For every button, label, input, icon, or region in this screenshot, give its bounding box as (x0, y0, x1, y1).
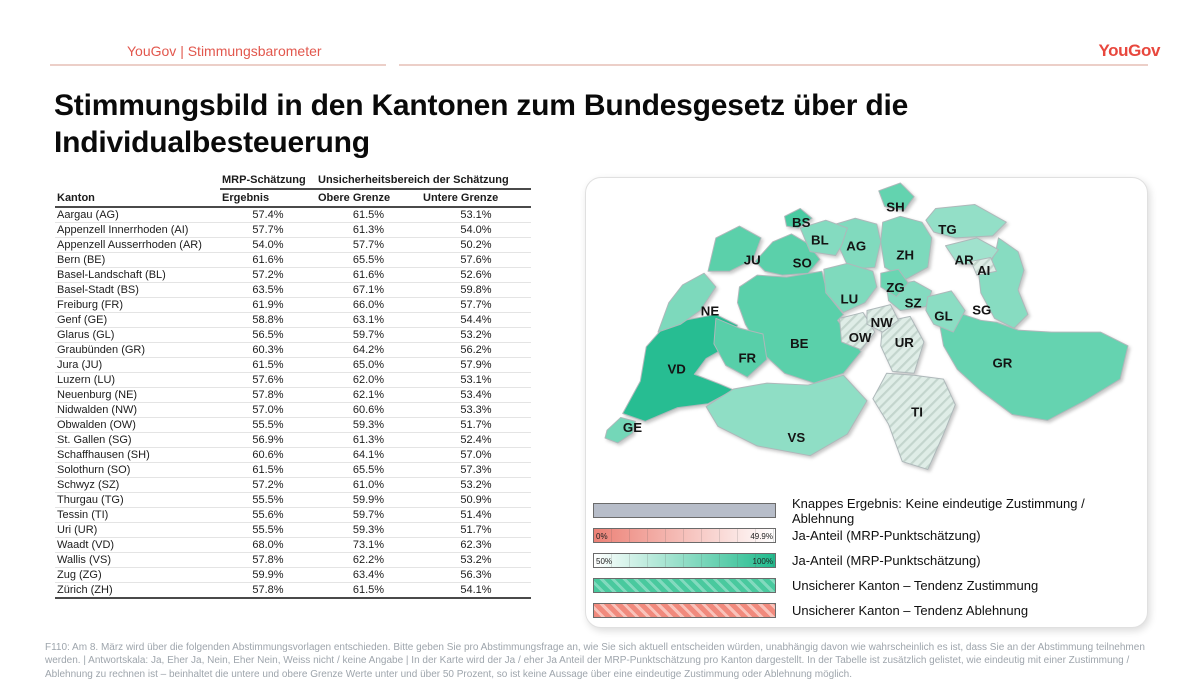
value-cell: 53.2% (421, 553, 531, 568)
table-row (55, 238, 531, 253)
canton-cell: Bern (BE) (55, 253, 220, 268)
header-rule-left (50, 64, 386, 66)
canton-shapes (605, 183, 1128, 469)
table-row (55, 433, 531, 448)
value-cell: 60.3% (220, 343, 316, 358)
legend-swatch-hatch-green (593, 578, 776, 593)
canton-label-OW: OW (848, 329, 872, 345)
value-cell: 56.3% (421, 568, 531, 583)
value-cell: 57.8% (220, 553, 316, 568)
value-cell: 57.6% (421, 253, 531, 268)
canton-cell: Schwyz (SZ) (55, 478, 220, 493)
value-cell: 57.7% (316, 238, 421, 253)
value-cell: 61.5% (220, 358, 316, 373)
canton-label-NW: NW (870, 315, 893, 331)
header-subtitle: YouGov | Stimmungsbarometer (127, 43, 322, 59)
canton-cell: Tessin (TI) (55, 508, 220, 523)
value-cell: 60.6% (316, 403, 421, 418)
canton-label-VS: VS (787, 429, 806, 445)
value-cell: 61.3% (316, 223, 421, 238)
legend-swatch-gradient-green: 50% 100% (593, 553, 776, 568)
value-cell: 63.1% (316, 313, 421, 328)
canton-cell: Genf (GE) (55, 313, 220, 328)
canton-cell: Jura (JU) (55, 358, 220, 373)
value-cell: 59.9% (220, 568, 316, 583)
group-header-spacer (55, 172, 220, 189)
canton-cell: Thurgau (TG) (55, 493, 220, 508)
column-header-kanton: Kanton (55, 189, 220, 207)
value-cell: 62.1% (316, 388, 421, 403)
value-cell: 61.0% (316, 478, 421, 493)
canton-cell: Freiburg (FR) (55, 298, 220, 313)
canton-label-TG: TG (938, 221, 957, 237)
value-cell: 60.6% (220, 448, 316, 463)
value-cell: 55.5% (220, 523, 316, 538)
value-cell: 52.4% (421, 433, 531, 448)
value-cell: 57.8% (220, 388, 316, 403)
table-row (55, 358, 531, 373)
table-row (55, 493, 531, 508)
canton-label-SO: SO (792, 255, 812, 271)
value-cell: 55.6% (220, 508, 316, 523)
legend-item (593, 573, 1139, 598)
canton-label-AI: AI (977, 263, 991, 279)
legend-item-label: Knappes Ergebnis: Keine eindeutige Zustimmung / Ablehnung (792, 495, 1085, 526)
value-cell: 66.0% (316, 298, 421, 313)
value-cell: 57.9% (421, 358, 531, 373)
yougov-logo: YouGov (1098, 41, 1160, 60)
legend-swatch-gradient-red: 0% 49.9% (593, 528, 776, 543)
canton-label-GE: GE (622, 420, 643, 436)
group-header-uncertainty: Unsicherheitsbereich der Schätzung (316, 172, 531, 189)
canton-label-GL: GL (934, 308, 953, 324)
table-row (55, 463, 531, 478)
table-row (55, 388, 531, 403)
value-cell: 54.4% (421, 313, 531, 328)
value-cell: 62.3% (421, 538, 531, 553)
canton-cell: Glarus (GL) (55, 328, 220, 343)
canton-cell: Schaffhausen (SH) (55, 448, 220, 463)
group-header-mrp: MRP-Schätzung (220, 172, 316, 189)
canton-label-ZH: ZH (896, 247, 915, 263)
value-cell: 59.3% (316, 418, 421, 433)
canton-cell: Solothurn (SO) (55, 463, 220, 478)
value-cell: 51.4% (421, 508, 531, 523)
canton-cell: Basel-Stadt (BS) (55, 283, 220, 298)
table-row (55, 448, 531, 463)
value-cell: 61.3% (316, 433, 421, 448)
table-row (55, 253, 531, 268)
canton-cell: Wallis (VS) (55, 553, 220, 568)
table-row (55, 583, 531, 599)
value-cell: 59.7% (316, 328, 421, 343)
value-cell: 54.0% (220, 238, 316, 253)
table-row (55, 538, 531, 553)
table-row (55, 298, 531, 313)
table-row (55, 343, 531, 358)
map-card (585, 177, 1148, 628)
value-cell: 64.2% (316, 343, 421, 358)
value-cell: 65.5% (316, 463, 421, 478)
value-cell: 55.5% (220, 418, 316, 433)
value-cell: 51.7% (421, 418, 531, 433)
value-cell: 53.1% (421, 207, 531, 223)
legend-item (593, 598, 1139, 623)
map-legend (586, 492, 1147, 623)
value-cell: 59.9% (316, 493, 421, 508)
value-cell: 56.5% (220, 328, 316, 343)
canton-label-SZ: SZ (904, 295, 922, 311)
canton-label-ZG: ZG (886, 279, 905, 295)
value-cell: 61.5% (220, 463, 316, 478)
canton-table (55, 172, 531, 599)
value-cell: 55.5% (220, 493, 316, 508)
value-cell: 63.4% (316, 568, 421, 583)
value-cell: 56.9% (220, 433, 316, 448)
value-cell: 57.0% (421, 448, 531, 463)
value-cell: 59.3% (316, 523, 421, 538)
canton-cell: Waadt (VD) (55, 538, 220, 553)
value-cell: 57.0% (220, 403, 316, 418)
canton-cell: St. Gallen (SG) (55, 433, 220, 448)
value-cell: 59.8% (421, 283, 531, 298)
canton-cell: Luzern (LU) (55, 373, 220, 388)
legend-item (593, 548, 1139, 573)
column-header-ergebnis: Ergebnis (220, 189, 316, 207)
canton-label-SH: SH (886, 199, 905, 215)
value-cell: 67.1% (316, 283, 421, 298)
canton-cell: Aargau (AG) (55, 207, 220, 223)
value-cell: 61.6% (316, 268, 421, 283)
value-cell: 57.7% (421, 298, 531, 313)
column-header-obere: Obere Grenze (316, 189, 421, 207)
value-cell: 57.8% (220, 583, 316, 599)
value-cell: 61.5% (316, 583, 421, 599)
canton-label-LU: LU (840, 291, 859, 307)
canton-label-BL: BL (811, 232, 829, 248)
canton-label-BE: BE (790, 335, 809, 351)
canton-label-TI: TI (911, 404, 923, 420)
canton-label-AR: AR (954, 252, 974, 268)
table-header-row (55, 189, 531, 207)
canton-label-SG: SG (972, 302, 992, 318)
canton-cell: Obwalden (OW) (55, 418, 220, 433)
canton-cell: Basel-Landschaft (BL) (55, 268, 220, 283)
canton-label-GR: GR (992, 355, 1013, 371)
legend-item (593, 523, 1139, 548)
value-cell: 57.3% (421, 463, 531, 478)
canton-cell: Neuenburg (NE) (55, 388, 220, 403)
table-row (55, 373, 531, 388)
value-cell: 65.0% (316, 358, 421, 373)
value-cell: 65.5% (316, 253, 421, 268)
legend-item-label: Ja-Anteil (MRP-Punktschätzung) (792, 528, 981, 543)
canton-cell: Uri (UR) (55, 523, 220, 538)
value-cell: 51.7% (421, 523, 531, 538)
canton-label-UR: UR (894, 334, 914, 350)
table-row (55, 328, 531, 343)
value-cell: 58.8% (220, 313, 316, 328)
legend-swatch-hatch-red (593, 603, 776, 618)
canton-cell: Zug (ZG) (55, 568, 220, 583)
legend-item-label: Unsicherer Kanton – Tendenz Zustimmung (792, 578, 1039, 593)
canton-label-NE: NE (700, 303, 720, 319)
table-row (55, 268, 531, 283)
value-cell: 53.2% (421, 478, 531, 493)
table-row (55, 568, 531, 583)
footnote: F110: Am 8. März wird über die folgenden Abstimmungsvorlagen entschieden. Bitte geben Sie pro Abstimmungsfrage an, wie Sie sich aktuell entscheiden würden, unabhängig davon wie wahrscheinlich es ist, dass Sie an der Abstimmung teilnehmen werden. | Antwortskala: Ja, Eher Ja, Nein, Eher Nein, Weiss nicht / keine Angabe | In der Karte wird der Ja / eher Ja Anteil der MRP-Punktschätzung pro Kanton dargestellt. In der Tabelle ist zusätzlich gelistet, wie eindeutig mit einer Zustimmung / Ablehnung zu rechnen ist – beinhaltet die untere und obere Grenze Werte unter und über 50 Prozent, so ist keine Aussage über eine eindeutige Zustimmung oder Ablehnung möglich. (45, 642, 1145, 680)
value-cell: 56.2% (421, 343, 531, 358)
canton-cell: Appenzell Innerrhoden (AI) (55, 223, 220, 238)
value-cell: 73.1% (316, 538, 421, 553)
canton-label-JU: JU (743, 252, 761, 268)
value-cell: 61.6% (220, 253, 316, 268)
page-title: Stimmungsbild in den Kantonen zum Bundesgesetz über die Individualbesteuerung (54, 89, 909, 159)
value-cell: 57.2% (220, 268, 316, 283)
header-rule-right (399, 64, 1148, 66)
table-row (55, 207, 531, 223)
canton-TI (873, 373, 955, 469)
table-row (55, 283, 531, 298)
value-cell: 64.1% (316, 448, 421, 463)
table-row (55, 553, 531, 568)
table-body (55, 207, 531, 598)
canton-cell: Zürich (ZH) (55, 583, 220, 599)
value-cell: 61.9% (220, 298, 316, 313)
canton-label-FR: FR (738, 350, 757, 366)
value-cell: 59.7% (316, 508, 421, 523)
table-row (55, 508, 531, 523)
table-row (55, 478, 531, 493)
value-cell: 63.5% (220, 283, 316, 298)
value-cell: 54.1% (421, 583, 531, 599)
value-cell: 50.9% (421, 493, 531, 508)
legend-swatch-solid-gray (593, 503, 776, 518)
value-cell: 57.4% (220, 207, 316, 223)
value-cell: 52.6% (421, 268, 531, 283)
value-cell: 62.2% (316, 553, 421, 568)
legend-item-label: Unsicherer Kanton – Tendenz Ablehnung (792, 603, 1029, 618)
canton-GR (940, 314, 1128, 420)
value-cell: 53.3% (421, 403, 531, 418)
canton-label-VD: VD (667, 361, 686, 377)
value-cell: 62.0% (316, 373, 421, 388)
value-cell: 53.1% (421, 373, 531, 388)
value-cell: 68.0% (220, 538, 316, 553)
value-cell: 61.5% (316, 207, 421, 223)
table-row (55, 418, 531, 433)
table-row (55, 223, 531, 238)
table-group-header-row (55, 172, 531, 189)
value-cell: 53.4% (421, 388, 531, 403)
value-cell: 53.2% (421, 328, 531, 343)
canton-cell: Graubünden (GR) (55, 343, 220, 358)
table-row (55, 523, 531, 538)
table-row (55, 313, 531, 328)
value-cell: 50.2% (421, 238, 531, 253)
legend-item-label: Ja-Anteil (MRP-Punktschätzung) (792, 553, 981, 568)
legend-item (593, 495, 1139, 526)
switzerland-map (586, 180, 1147, 492)
value-cell: 57.7% (220, 223, 316, 238)
table-row (55, 403, 531, 418)
canton-label-BS: BS (792, 215, 811, 231)
canton-cell: Appenzell Ausserrhoden (AR) (55, 238, 220, 253)
canton-label-AG: AG (846, 238, 867, 254)
canton-VS (706, 375, 867, 455)
column-header-untere: Untere Grenze (421, 189, 531, 207)
canton-cell: Nidwalden (NW) (55, 403, 220, 418)
value-cell: 57.2% (220, 478, 316, 493)
value-cell: 54.0% (421, 223, 531, 238)
value-cell: 57.6% (220, 373, 316, 388)
